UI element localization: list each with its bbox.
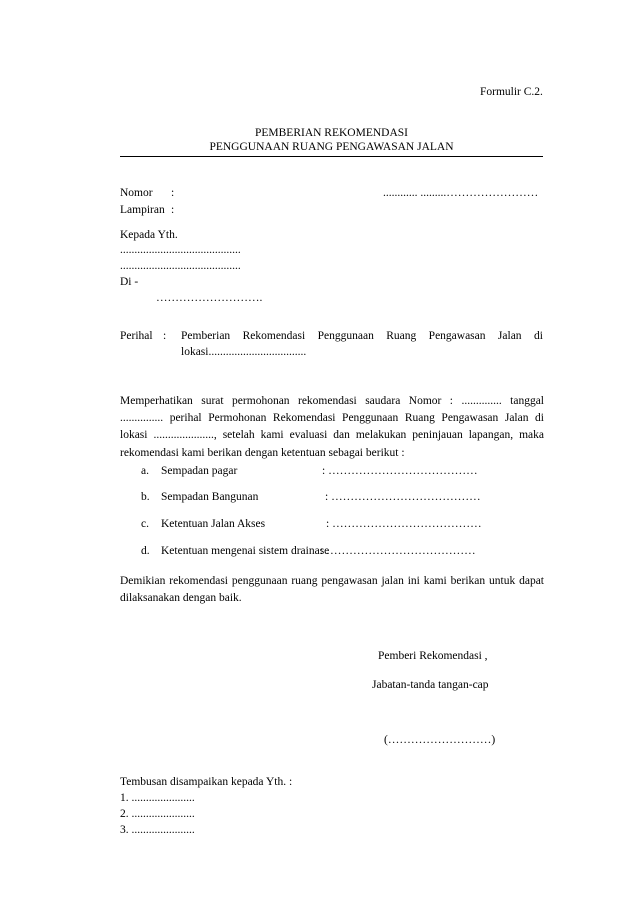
nomor-colon: : <box>171 187 175 199</box>
item-label: Sempadan pagar <box>161 465 238 477</box>
item-letter: c. <box>141 518 149 530</box>
perihal-word: Jalan <box>497 330 522 342</box>
cc-item: 3. ...................... <box>120 824 195 836</box>
perihal-word: Pemberian <box>181 330 231 342</box>
perihal-label: Perihal <box>120 330 153 342</box>
item-value: : ………………………………… <box>326 518 482 530</box>
signature-name: (………………………) <box>384 734 496 746</box>
nomor-label: Nomor <box>120 187 153 199</box>
title-underline <box>120 156 543 157</box>
item-value: : ………………………………… <box>325 491 481 503</box>
cc-heading: Tembusan disampaikan kepada Yth. : <box>120 776 293 788</box>
perihal-colon: : <box>163 330 167 342</box>
recipient-line-2: .......................................... <box>120 260 241 272</box>
lampiran-colon: : <box>171 204 175 216</box>
perihal-word: Rekomendasi <box>242 330 306 342</box>
item-letter: b. <box>141 491 150 503</box>
title-line-2: PENGGUNAAN RUANG PENGAWASAN JALAN <box>209 141 454 153</box>
place-date: ............ .........…………………… <box>383 187 539 199</box>
lampiran-label: Lampiran <box>120 204 165 216</box>
item-letter: d. <box>141 545 150 557</box>
recipient-place: ………………………. <box>156 292 263 304</box>
perihal-word: Penggunaan <box>317 330 374 342</box>
signature-role: Jabatan-tanda tangan-cap <box>372 679 489 691</box>
recipient-greeting: Kepada Yth. <box>120 229 178 241</box>
cc-item: 1. ...................... <box>120 792 195 804</box>
title-line-1: PEMBERIAN REKOMENDASI <box>254 127 409 139</box>
item-label: Sempadan Bangunan <box>161 491 259 503</box>
item-value: : ………………………………… <box>322 465 478 477</box>
cc-item: 2. ...................... <box>120 808 195 820</box>
item-label: Ketentuan mengenai sistem drainase <box>161 545 330 557</box>
perihal-word: Pengawasan <box>428 330 486 342</box>
recipient-line-1: .......................................... <box>120 244 241 256</box>
body-paragraph: Memperhatikan surat permohonan rekomendasi saudara Nomor : .............. tanggal ............... perihal Permohonan Rekomendasi Penggunaan Ruang Pengawasan Jalan di lokasi ....................., setelah kami evaluasi dan melakukan peninjauan lapangan, maka rekomendasi kami berikan dengan ketentuan sebagai berikut : <box>120 395 544 459</box>
perihal-word: di <box>533 330 543 342</box>
perihal-line-1 <box>181 329 543 344</box>
perihal-word: Ruang <box>386 330 417 342</box>
form-code: Formulir C.2. <box>480 86 543 98</box>
item-letter: a. <box>141 465 149 477</box>
item-value: : ………………………………… <box>320 545 476 557</box>
item-label: Ketentuan Jalan Akses <box>161 518 266 530</box>
signature-title: Pemberi Rekomendasi , <box>378 650 488 662</box>
recipient-di: Di - <box>120 276 139 288</box>
perihal-line-2: lokasi.................................. <box>181 346 307 358</box>
closing-paragraph: Demikian rekomendasi penggunaan ruang pengawasan jalan ini kami berikan untuk dapat dilaksanakan dengan baik. <box>120 575 544 605</box>
